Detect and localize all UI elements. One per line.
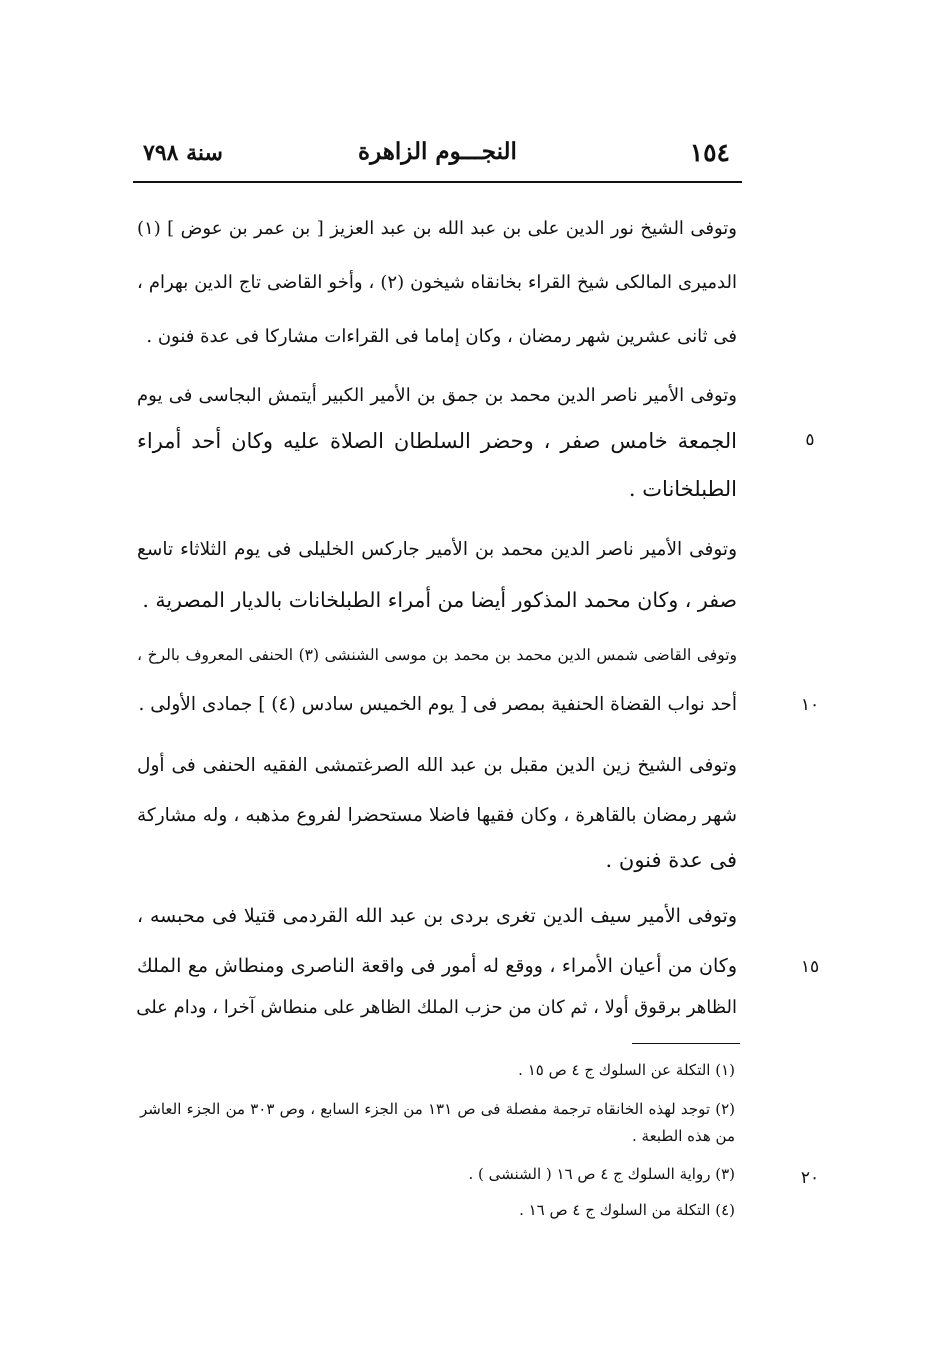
line-number-15: ١٥ bbox=[800, 957, 820, 977]
book-title: النجـــوم الزاهرة bbox=[358, 138, 517, 165]
year-label: سنة ٧٩٨ bbox=[143, 140, 223, 166]
body-line-6: الطبلخانات . bbox=[628, 477, 737, 501]
body-line-16: الظاهر برقوق أولا ، ثم كان من حزب الملك الظاهر على منطاش آخرا ، ودام على bbox=[136, 997, 737, 1018]
footnote-rule bbox=[632, 1043, 740, 1044]
running-header bbox=[135, 138, 740, 178]
line-number-10: ١٠ bbox=[800, 695, 820, 715]
body-line-8: صفر ، وكان محمد المذكور أيضا من أمراء الطبلخانات بالديار المصرية . bbox=[142, 588, 737, 612]
body-line-10: أحد نواب القضاة الحنفية بمصر فى [ يوم الخميس سادس (٤) ] جمادى الأولى . bbox=[138, 694, 737, 715]
line-number-20: ٢٠ bbox=[800, 1168, 820, 1188]
body-line-3: فى ثانى عشرين شهر رمضان ، وكان إماما فى القراءات مشاركا فى عدة فنون . bbox=[146, 326, 737, 347]
footnote-4: (٤) التكلة من السلوك ج ٤ ص ١٦ . bbox=[519, 1201, 735, 1219]
body-line-14: وتوفى الأمير سيف الدين تغرى بردى بن عبد الله القردمى قتيلا فى محبسه ، bbox=[137, 905, 737, 927]
header-rule bbox=[133, 181, 742, 183]
body-line-11: وتوفى الشيخ زين الدين مقبل بن عبد الله الصرغتمشى الفقيه الحنفى فى أول bbox=[137, 755, 737, 776]
body-line-2: الدميرى المالكى شيخ القراء بخانقاه شيخون (٢) ، وأخو القاضى تاج الدين بهرام ، bbox=[137, 272, 737, 293]
footnote-1: (١) التكلة عن السلوك ج ٤ ص ١٥ . bbox=[518, 1061, 735, 1079]
body-line-4: وتوفى الأمير ناصر الدين محمد بن جمق بن الأمير الكبير أيتمش البجاسى فى يوم bbox=[137, 385, 737, 406]
line-number-5: ٥ bbox=[805, 430, 815, 450]
body-line-15: وكان من أعيان الأمراء ، ووقع له أمور فى واقعة الناصرى ومنطاش مع الملك bbox=[137, 955, 737, 977]
footnote-2-continued: من هذه الطبعة . bbox=[631, 1127, 735, 1145]
body-line-7: وتوفى الأمير ناصر الدين محمد بن الأمير جاركس الخليلى فى يوم الثلاثاء تاسع bbox=[137, 539, 737, 560]
body-line-9: وتوفى القاضى شمس الدين محمد بن محمد بن موسى الشنشى (٣) الحنفى المعروف بالرخ ، bbox=[137, 646, 737, 664]
footnote-2: (٢) توجد لهذه الخانقاه ترجمة مفصلة فى ص ١٣١ من الجزء السابع ، وص ٣٠٣ من الجزء العاشر bbox=[140, 1100, 735, 1118]
body-line-13: فى عدة فنون . bbox=[605, 848, 737, 872]
footnote-3: (٣) رواية السلوك ج ٤ ص ١٦ ( الشنشى ) . bbox=[468, 1165, 735, 1183]
page-number: ١٥٤ bbox=[689, 138, 730, 167]
body-line-5: الجمعة خامس صفر ، وحضر السلطان الصلاة عليه وكان أحد أمراء bbox=[137, 429, 737, 453]
body-line-1: وتوفى الشيخ نور الدين على بن عبد الله بن عبد العزيز [ بن عمر بن عوض ] (١) bbox=[137, 218, 737, 239]
body-line-12: شهر رمضان بالقاهرة ، وكان فقيها فاضلا مستحضرا لفروع مذهبه ، وله مشاركة bbox=[137, 805, 737, 826]
